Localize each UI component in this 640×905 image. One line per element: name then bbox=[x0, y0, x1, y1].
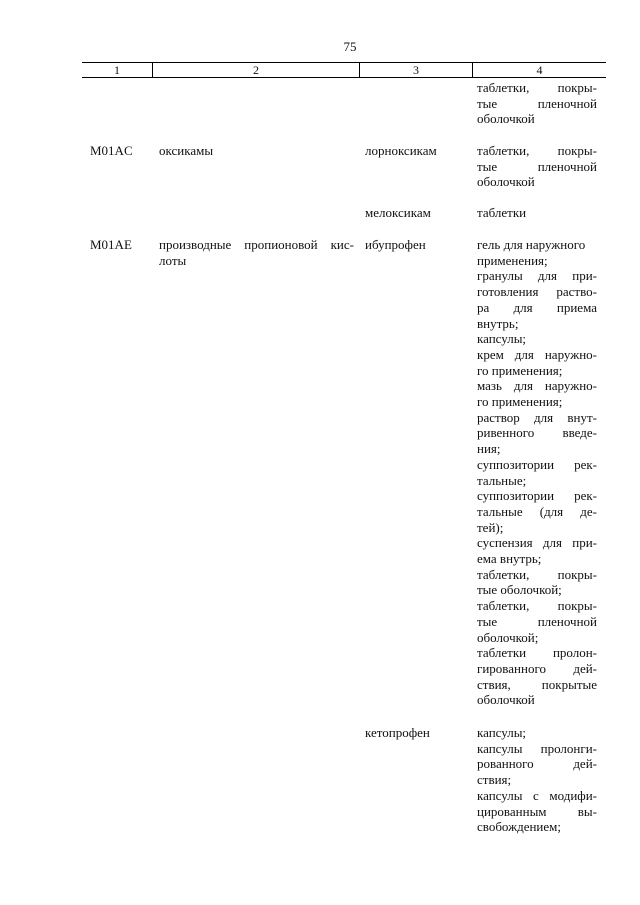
form-line: тые оболочкой; bbox=[477, 582, 562, 598]
atc-group bbox=[159, 237, 354, 268]
dosage-forms bbox=[477, 237, 597, 708]
form-line: тальные; bbox=[477, 472, 527, 488]
form-line: цированным вы- bbox=[477, 803, 597, 819]
form-line: мазь для наружно- bbox=[477, 378, 597, 394]
form-line: таблетки bbox=[477, 205, 527, 220]
form-line: ема внутрь; bbox=[477, 551, 542, 567]
form-line: ствия; bbox=[477, 772, 512, 788]
atc-group: оксикамы bbox=[159, 143, 214, 158]
form-line: гель для наружного bbox=[477, 237, 586, 252]
atc-code: M01AC bbox=[90, 143, 133, 158]
form-line: гранулы для при- bbox=[477, 268, 597, 284]
form-line: тальные (для де- bbox=[477, 503, 597, 519]
form-line: крем для наружно- bbox=[477, 346, 597, 362]
form-line: оболочкой bbox=[477, 174, 535, 190]
header-col-4: 4 bbox=[536, 63, 543, 77]
form-line: внутрь; bbox=[477, 315, 519, 331]
form-line: применения; bbox=[477, 252, 548, 268]
form-line: гированного дей- bbox=[477, 660, 597, 676]
form-line: ствия, покрытые bbox=[477, 676, 597, 692]
form-line: капсулы; bbox=[477, 331, 527, 347]
form-line: таблетки, покры- bbox=[477, 80, 597, 95]
form-line: ра для приема bbox=[477, 299, 597, 315]
form-line: тые пленочной bbox=[477, 613, 597, 629]
group-line: лоты bbox=[159, 252, 187, 268]
atc-code: M01AE bbox=[90, 237, 132, 252]
form-line: готовления раство- bbox=[477, 284, 597, 300]
drug-name: ибупрофен bbox=[365, 237, 426, 252]
form-line: оболочкой; bbox=[477, 629, 539, 645]
form-line: тей); bbox=[477, 519, 504, 535]
dosage-forms bbox=[477, 205, 597, 221]
form-line: ривенного введе- bbox=[477, 425, 597, 441]
form-line: оболочкой bbox=[477, 111, 535, 127]
form-line: рованного дей- bbox=[477, 756, 597, 772]
form-line: капсулы с модифи- bbox=[477, 787, 597, 803]
form-line: тые пленочной bbox=[477, 158, 597, 174]
form-line: ния; bbox=[477, 441, 501, 457]
table-header bbox=[82, 62, 606, 78]
header-col-3: 3 bbox=[413, 63, 419, 77]
form-line: капсулы пролонги- bbox=[477, 740, 597, 756]
form-line: го применения; bbox=[477, 394, 563, 410]
form-line: суппозитории рек- bbox=[477, 488, 597, 504]
group-line: производные пропионовой кис- bbox=[159, 237, 354, 252]
form-line: суппозитории рек- bbox=[477, 456, 597, 472]
dosage-forms bbox=[477, 725, 597, 835]
form-line: суспензия для при- bbox=[477, 535, 597, 551]
form-line: тые пленочной bbox=[477, 95, 597, 111]
form-line: го применения; bbox=[477, 362, 563, 378]
drug-name: лорноксикам bbox=[365, 143, 437, 158]
dosage-forms bbox=[477, 143, 597, 190]
page-number: 75 bbox=[343, 39, 357, 54]
dosage-forms-continued bbox=[477, 80, 597, 127]
form-line: свобождением; bbox=[477, 819, 561, 835]
drug-name: мелоксикам bbox=[365, 205, 431, 220]
header-col-1: 1 bbox=[114, 63, 120, 77]
form-line: таблетки, покры- bbox=[477, 566, 597, 582]
form-line: оболочкой bbox=[477, 692, 535, 708]
form-line: раствор для внут- bbox=[477, 409, 597, 425]
form-line: таблетки пролон- bbox=[477, 645, 597, 661]
form-line: таблетки, покры- bbox=[477, 598, 597, 614]
drug-name: кетопрофен bbox=[365, 725, 430, 740]
header-col-2: 2 bbox=[253, 63, 259, 77]
form-line: таблетки, покры- bbox=[477, 143, 597, 158]
form-line: капсулы; bbox=[477, 725, 527, 740]
